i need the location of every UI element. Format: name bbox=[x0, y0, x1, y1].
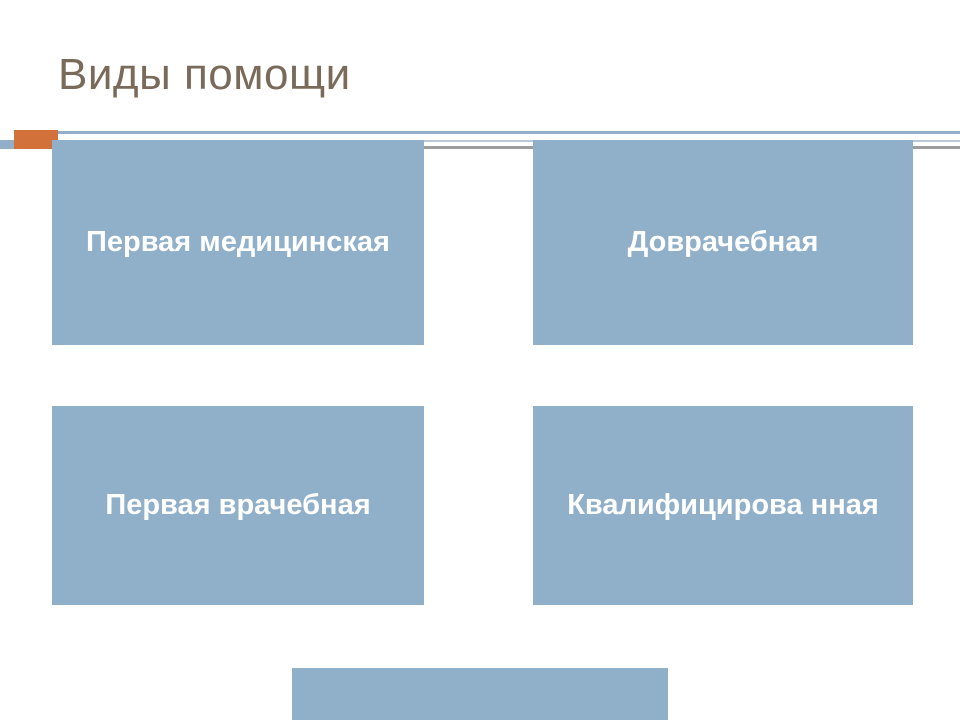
diagram-box-pre-medical bbox=[533, 140, 913, 345]
diagram-box-label: Первая медицинская bbox=[86, 225, 390, 258]
diagram-box-label: Квалифицирова нная bbox=[567, 488, 879, 521]
diagram-box-label: Доврачебная bbox=[627, 225, 819, 258]
diagram-box-label: Первая врачебная bbox=[105, 488, 371, 521]
diagram-box-bottom-partial bbox=[292, 668, 668, 720]
page-title: Виды помощи bbox=[58, 50, 351, 99]
divider-line-primary bbox=[58, 131, 960, 134]
diagram-box-first-medical bbox=[52, 140, 424, 345]
diagram-box-first-doctor bbox=[52, 406, 424, 605]
diagram-box-qualified bbox=[533, 406, 913, 605]
